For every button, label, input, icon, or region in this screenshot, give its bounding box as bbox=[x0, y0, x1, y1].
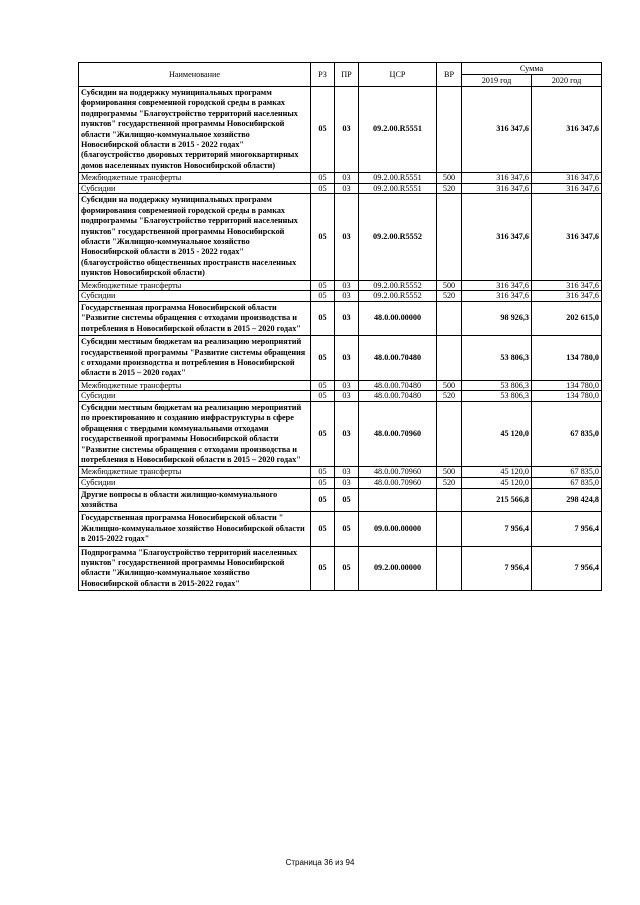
cell-pr: 03 bbox=[335, 183, 359, 194]
header-rz: РЗ bbox=[311, 63, 335, 87]
table-row bbox=[79, 336, 602, 381]
cell-name: Субсидии bbox=[79, 183, 311, 194]
table-row bbox=[79, 546, 602, 591]
table-row bbox=[79, 280, 602, 291]
cell-pr: 03 bbox=[335, 194, 359, 280]
cell-2020: 316 347,6 bbox=[532, 280, 602, 291]
cell-name: Субсидии местным бюджетам на реализацию мероприятий по проектированию и созданию инфраструктуры в сфере обращения с твердыми коммунальными отходами государственной программы Новосибирской области "Развитие системы обращения с отходами производства и потребления в Новосибирской области в 2015 – 2020 годах" bbox=[79, 401, 311, 466]
cell-2019: 316 347,6 bbox=[462, 280, 532, 291]
cell-name: Государственная программа Новосибирской области "Развитие системы обращения с отходами производства и потребления в Новосибирской области в 2015 – 2020 годах" bbox=[79, 301, 311, 335]
cell-pr: 03 bbox=[335, 291, 359, 302]
table-row bbox=[79, 173, 602, 184]
cell-pr: 05 bbox=[335, 488, 359, 512]
cell-vr bbox=[437, 301, 462, 335]
table-row bbox=[79, 477, 602, 488]
cell-vr bbox=[437, 546, 462, 591]
header-csr: ЦСР bbox=[359, 63, 437, 87]
cell-2019: 316 347,6 bbox=[462, 183, 532, 194]
cell-rz: 05 bbox=[311, 173, 335, 184]
cell-csr: 09.2.00.R5552 bbox=[359, 291, 437, 302]
cell-name: Государственная программа Новосибирской области " Жилищно-коммунальное хозяйство Новосибирской области в 2015-2022 годах" bbox=[79, 512, 311, 546]
cell-rz: 05 bbox=[311, 467, 335, 478]
cell-vr: 520 bbox=[437, 291, 462, 302]
cell-rz: 05 bbox=[311, 488, 335, 512]
cell-2019: 53 806,3 bbox=[462, 380, 532, 391]
cell-csr: 48.0.00.70480 bbox=[359, 380, 437, 391]
cell-name: Межбюджетные трансферты bbox=[79, 280, 311, 291]
cell-pr: 03 bbox=[335, 87, 359, 173]
cell-name: Субсидии на поддержку муниципальных программ формирования современной городской среды в рамках подпрограммы "Благоустройство территорий населенных пунктов" государственной программы Новосибирской области "Жилищно-коммунальное хозяйство Новосибирской области в 2015 - 2022 годах" (благоустройство общественных пространств населенных пунктов Новосибирской области) bbox=[79, 194, 311, 280]
cell-2020: 316 347,6 bbox=[532, 194, 602, 280]
header-name: Наименование bbox=[79, 63, 311, 87]
cell-rz: 05 bbox=[311, 194, 335, 280]
cell-vr: 500 bbox=[437, 280, 462, 291]
cell-2020: 134 780,0 bbox=[532, 391, 602, 402]
cell-pr: 03 bbox=[335, 477, 359, 488]
cell-csr: 48.0.00.00000 bbox=[359, 301, 437, 335]
cell-csr: 48.0.00.70480 bbox=[359, 336, 437, 381]
cell-csr: 09.2.00.00000 bbox=[359, 546, 437, 591]
cell-vr: 520 bbox=[437, 391, 462, 402]
cell-pr: 03 bbox=[335, 467, 359, 478]
cell-2019: 7 956,4 bbox=[462, 512, 532, 546]
table-row bbox=[79, 380, 602, 391]
cell-vr bbox=[437, 401, 462, 466]
budget-table bbox=[78, 62, 602, 591]
cell-rz: 05 bbox=[311, 477, 335, 488]
cell-2020: 298 424,8 bbox=[532, 488, 602, 512]
cell-name: Субсидии на поддержку муниципальных программ формирования современной городской среды в рамках подпрограммы "Благоустройство территорий населенных пунктов" государственной программы Новосибирской области "Жилищно-коммунальное хозяйство Новосибирской области в 2015 - 2022 годах" (благоустройство дворовых территорий многоквартирных домов населенных пунктов Новосибирской области) bbox=[79, 87, 311, 173]
cell-pr: 05 bbox=[335, 546, 359, 591]
cell-2019: 45 120,0 bbox=[462, 477, 532, 488]
cell-vr bbox=[437, 336, 462, 381]
cell-name: Межбюджетные трансферты bbox=[79, 380, 311, 391]
cell-2019: 7 956,4 bbox=[462, 546, 532, 591]
cell-2020: 316 347,6 bbox=[532, 87, 602, 173]
cell-2020: 67 835,0 bbox=[532, 477, 602, 488]
cell-2020: 67 835,0 bbox=[532, 467, 602, 478]
cell-2019: 45 120,0 bbox=[462, 467, 532, 478]
table-row bbox=[79, 401, 602, 466]
cell-csr: 09.0.00.00000 bbox=[359, 512, 437, 546]
cell-2019: 53 806,3 bbox=[462, 336, 532, 381]
cell-2019: 98 926,3 bbox=[462, 301, 532, 335]
cell-2020: 67 835,0 bbox=[532, 401, 602, 466]
cell-csr: 48.0.00.70960 bbox=[359, 401, 437, 466]
cell-csr bbox=[359, 488, 437, 512]
header-year-2020: 2020 год bbox=[532, 75, 602, 87]
cell-2020: 316 347,6 bbox=[532, 291, 602, 302]
cell-csr: 09.2.00.R5551 bbox=[359, 183, 437, 194]
cell-vr bbox=[437, 194, 462, 280]
cell-pr: 03 bbox=[335, 380, 359, 391]
cell-rz: 05 bbox=[311, 301, 335, 335]
cell-pr: 03 bbox=[335, 173, 359, 184]
cell-rz: 05 bbox=[311, 336, 335, 381]
cell-rz: 05 bbox=[311, 380, 335, 391]
cell-csr: 09.2.00.R5552 bbox=[359, 280, 437, 291]
cell-vr: 500 bbox=[437, 380, 462, 391]
cell-pr: 03 bbox=[335, 301, 359, 335]
cell-name: Другие вопросы в области жилищно-коммунального хозяйства bbox=[79, 488, 311, 512]
table-row bbox=[79, 87, 602, 173]
cell-2020: 134 780,0 bbox=[532, 336, 602, 381]
table-row bbox=[79, 301, 602, 335]
cell-2019: 316 347,6 bbox=[462, 87, 532, 173]
cell-name: Субсидии bbox=[79, 391, 311, 402]
cell-csr: 09.2.00.R5551 bbox=[359, 173, 437, 184]
cell-rz: 05 bbox=[311, 512, 335, 546]
table-row bbox=[79, 183, 602, 194]
table-row bbox=[79, 467, 602, 478]
table-body bbox=[79, 87, 602, 591]
page-footer: Страница 36 из 94 bbox=[285, 858, 355, 867]
header-sum: Сумма bbox=[462, 63, 602, 75]
cell-rz: 05 bbox=[311, 87, 335, 173]
table-row bbox=[79, 488, 602, 512]
table-row bbox=[79, 291, 602, 302]
table-row bbox=[79, 391, 602, 402]
cell-name: Подпрограмма "Благоустройство территорий населенных пунктов" государственной программы Новосибирской области "Жилищно-коммунальное хозяйство Новосибирской области в 2015-2022 годах" bbox=[79, 546, 311, 591]
cell-vr bbox=[437, 488, 462, 512]
cell-csr: 48.0.00.70960 bbox=[359, 467, 437, 478]
header-year-2019: 2019 год bbox=[462, 75, 532, 87]
cell-2019: 316 347,6 bbox=[462, 194, 532, 280]
cell-pr: 03 bbox=[335, 401, 359, 466]
table-row bbox=[79, 512, 602, 546]
cell-vr bbox=[437, 512, 462, 546]
cell-rz: 05 bbox=[311, 183, 335, 194]
cell-vr: 500 bbox=[437, 467, 462, 478]
table-row bbox=[79, 194, 602, 280]
cell-csr: 09.2.00.R5551 bbox=[359, 87, 437, 173]
cell-rz: 05 bbox=[311, 546, 335, 591]
cell-csr: 48.0.00.70960 bbox=[359, 477, 437, 488]
header-pr: ПР bbox=[335, 63, 359, 87]
cell-name: Межбюджетные трансферты bbox=[79, 173, 311, 184]
cell-2020: 316 347,6 bbox=[532, 183, 602, 194]
cell-2020: 316 347,6 bbox=[532, 173, 602, 184]
cell-2019: 53 806,3 bbox=[462, 391, 532, 402]
cell-2020: 134 780,0 bbox=[532, 380, 602, 391]
cell-rz: 05 bbox=[311, 401, 335, 466]
cell-2019: 215 566,8 bbox=[462, 488, 532, 512]
cell-2019: 316 347,6 bbox=[462, 291, 532, 302]
table-header bbox=[79, 63, 602, 87]
cell-name: Межбюджетные трансферты bbox=[79, 467, 311, 478]
cell-2020: 7 956,4 bbox=[532, 512, 602, 546]
cell-csr: 48.0.00.70480 bbox=[359, 391, 437, 402]
cell-name: Субсидии местным бюджетам на реализацию мероприятий государственной программы "Развитие системы обращения с отходами производства и потребления в Новосибирской области в 2015 – 2020 годах" bbox=[79, 336, 311, 381]
cell-vr: 500 bbox=[437, 173, 462, 184]
cell-pr: 03 bbox=[335, 391, 359, 402]
cell-csr: 09.2.00.R5552 bbox=[359, 194, 437, 280]
cell-2020: 202 615,0 bbox=[532, 301, 602, 335]
cell-vr: 520 bbox=[437, 183, 462, 194]
cell-pr: 03 bbox=[335, 280, 359, 291]
cell-2019: 316 347,6 bbox=[462, 173, 532, 184]
header-vr: ВР bbox=[437, 63, 462, 87]
cell-name: Субсидии bbox=[79, 291, 311, 302]
cell-rz: 05 bbox=[311, 291, 335, 302]
cell-pr: 03 bbox=[335, 336, 359, 381]
cell-2020: 7 956,4 bbox=[532, 546, 602, 591]
cell-rz: 05 bbox=[311, 391, 335, 402]
cell-rz: 05 bbox=[311, 280, 335, 291]
cell-vr: 520 bbox=[437, 477, 462, 488]
cell-name: Субсидии bbox=[79, 477, 311, 488]
cell-vr bbox=[437, 87, 462, 173]
cell-pr: 05 bbox=[335, 512, 359, 546]
cell-2019: 45 120,0 bbox=[462, 401, 532, 466]
